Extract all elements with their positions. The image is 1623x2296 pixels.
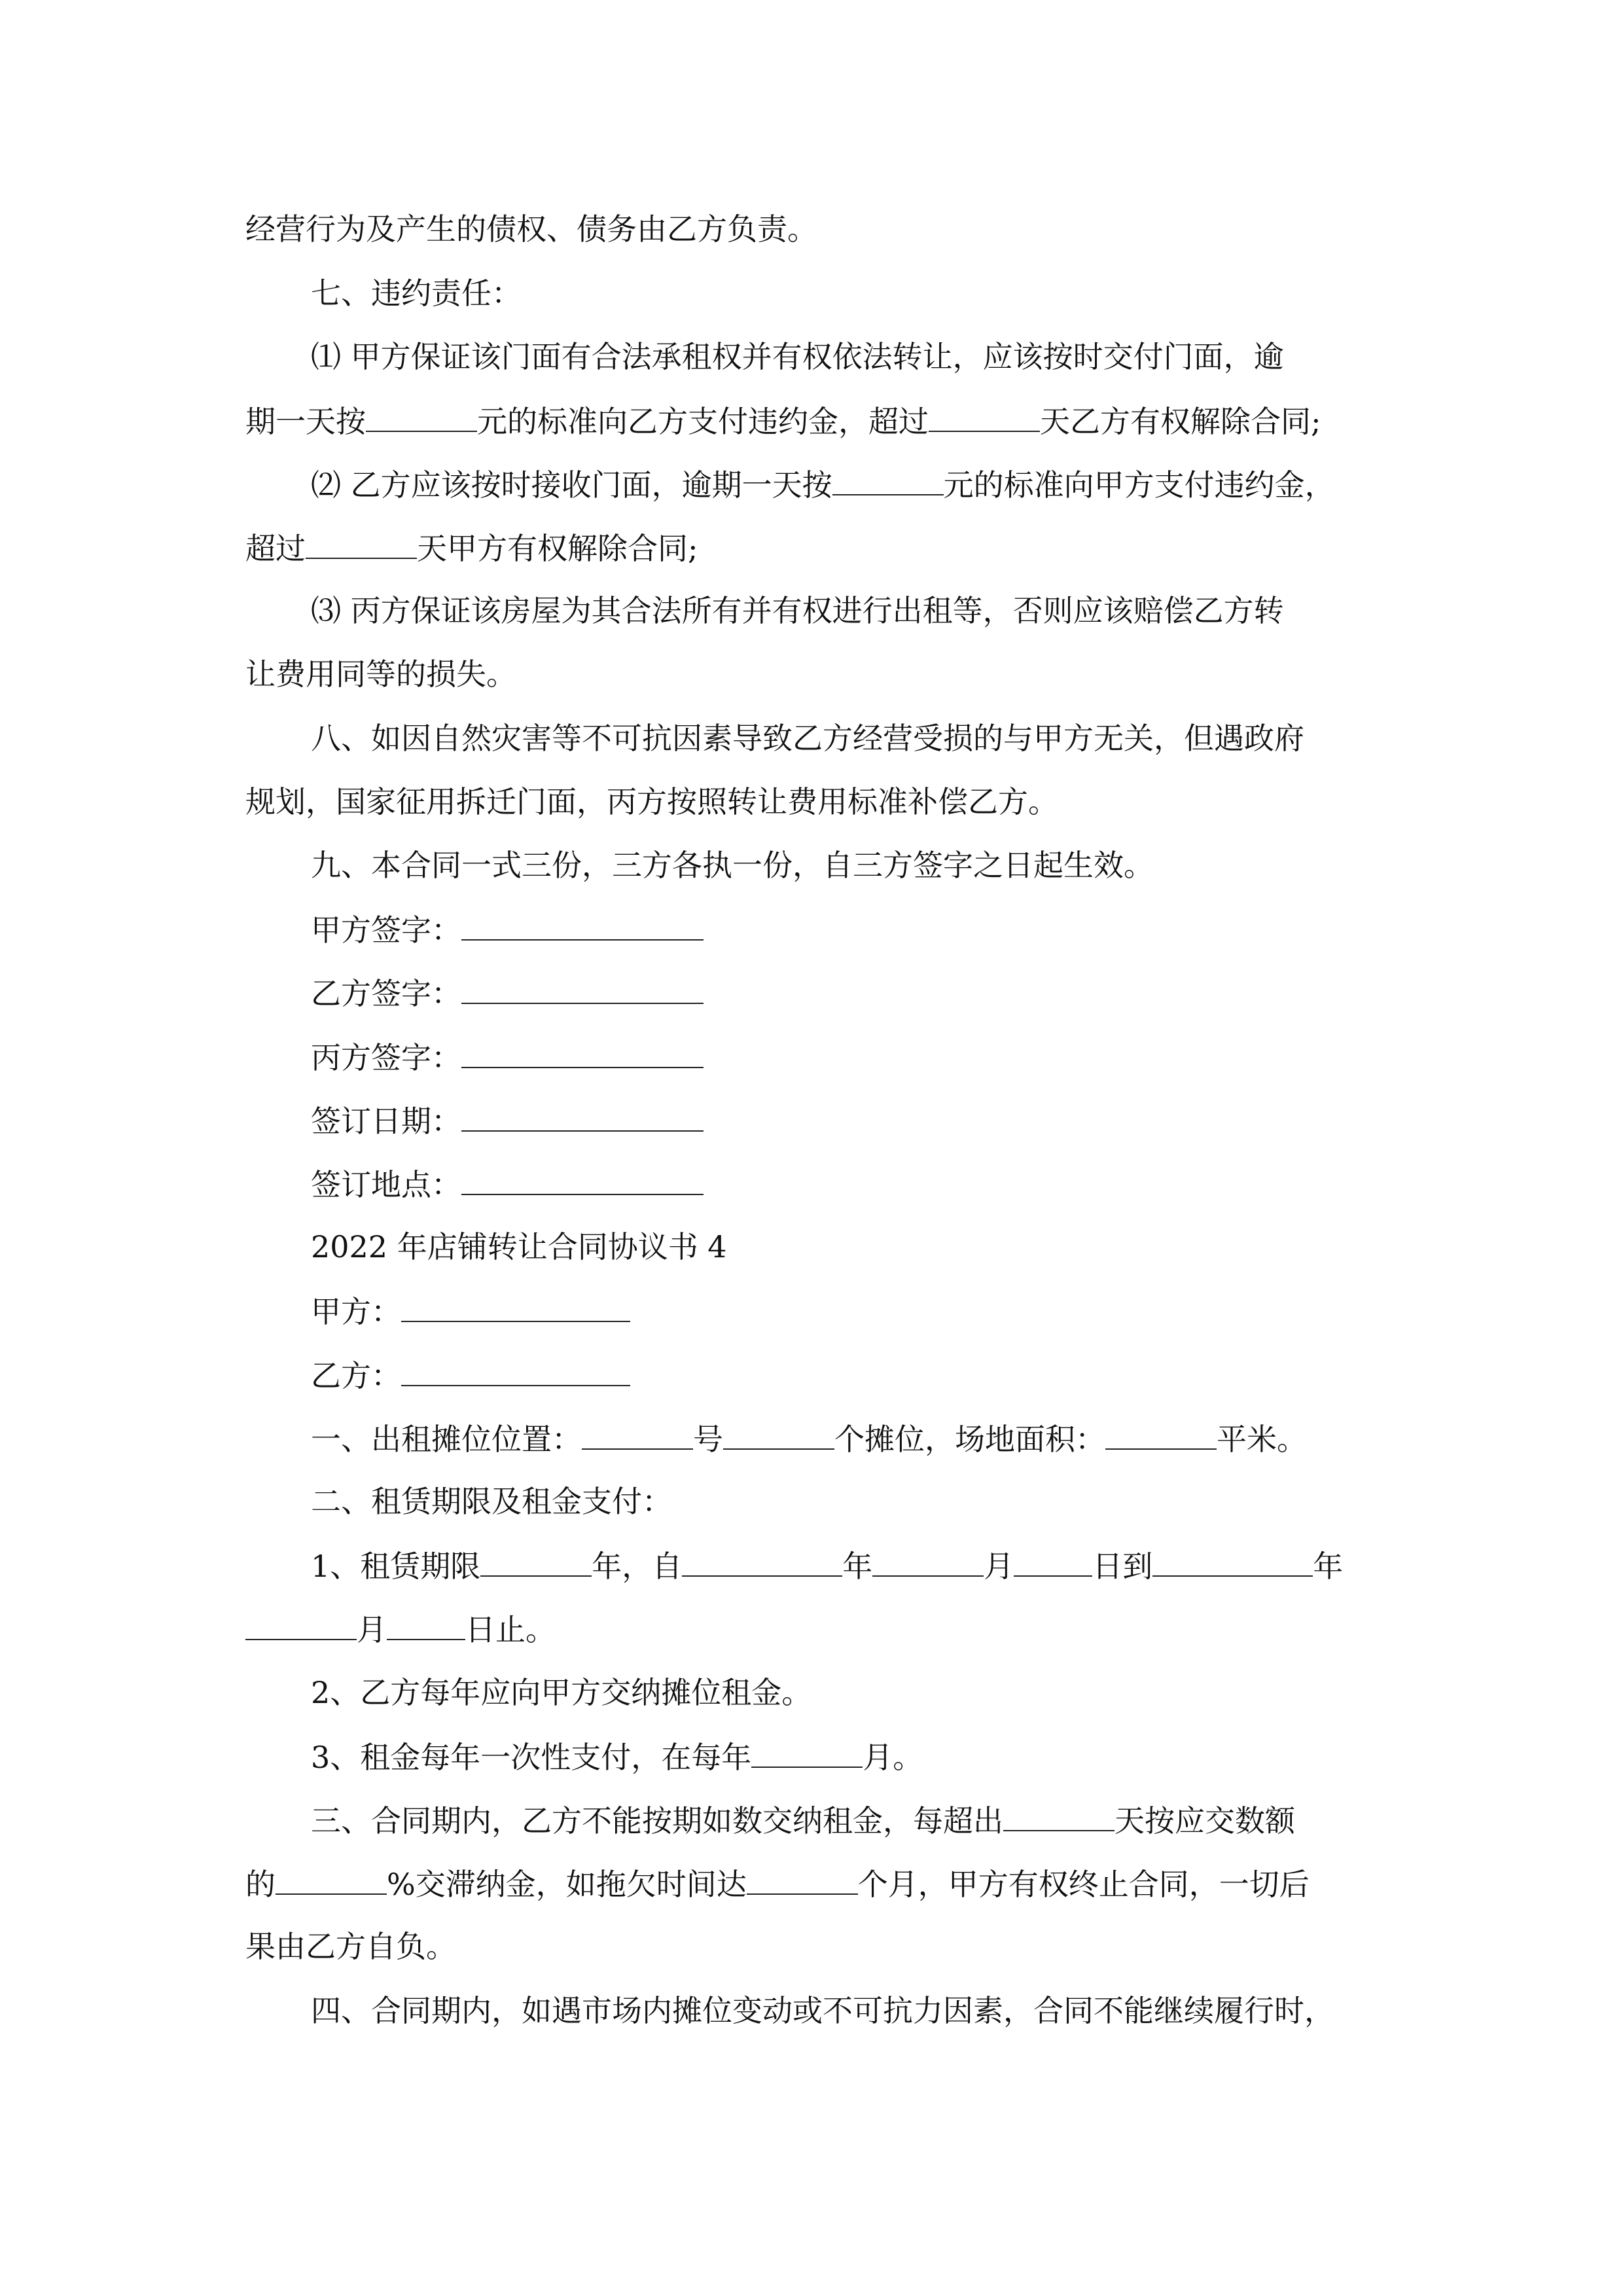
paragraph-line: 让费用同等的损失。 [245, 656, 516, 692]
paragraph-line: 经营行为及产生的债权、债务由乙方负责。 [245, 211, 817, 247]
signing-date: 签订日期： [311, 1100, 1623, 1141]
fill-blank[interactable] [582, 1418, 693, 1450]
clause-line: 3、租金每年一次性支付，在每年 月。 [311, 1736, 1623, 1777]
clause-line: 的 %交滞纳金，如拖欠时间达 个月，甲方有权终止合同，一切后 [245, 1863, 1623, 1904]
signature-party-c: 丙方签字： [311, 1037, 1623, 1077]
clause-line: 三、合同期内，乙方不能按期如数交纳租金，每超出 天按应交数额 [311, 1800, 1623, 1840]
contract-title: 2022 年店铺转让合同协议书 4 [311, 1229, 727, 1265]
location-field[interactable] [461, 1164, 704, 1195]
clause-line: 2、乙方每年应向甲方交纳摊位租金。 [311, 1675, 812, 1710]
fill-blank[interactable] [682, 1545, 842, 1577]
fill-blank[interactable] [747, 1863, 858, 1895]
clause-line: 月 日止。 [245, 1609, 1623, 1649]
clause-line: 一、出租摊位位置： 号 个摊位，场地面积： 平米。 [311, 1418, 1623, 1459]
date-field[interactable] [461, 1100, 704, 1132]
clause-line: 1、租赁期限 年，自 年 月 日到 年 [311, 1545, 1623, 1586]
fill-blank[interactable] [832, 464, 944, 495]
clause-line: 果由乙方自负。 [245, 1929, 456, 1964]
fill-blank[interactable] [306, 528, 417, 559]
signature-field[interactable] [461, 1037, 704, 1068]
fill-blank[interactable] [751, 1736, 863, 1768]
signature-field[interactable] [461, 909, 704, 941]
fill-blank[interactable] [387, 1609, 465, 1640]
fill-blank[interactable] [1105, 1418, 1217, 1450]
fill-blank[interactable] [245, 1609, 357, 1640]
signature-field[interactable] [461, 973, 704, 1004]
fill-blank[interactable] [480, 1545, 592, 1577]
party-b-line: 乙方： [311, 1355, 1623, 1395]
fill-blank[interactable] [723, 1418, 834, 1450]
paragraph-line: 超过 天甲方有权解除合同; [245, 528, 1623, 568]
fill-blank[interactable] [1003, 1800, 1115, 1831]
fill-blank[interactable] [929, 401, 1040, 432]
party-a-line: 甲方： [311, 1291, 1623, 1331]
signing-location: 签订地点： [311, 1164, 1623, 1204]
paragraph-line: ⑶ 丙方保证该房屋为其合法所有并有权进行出租等，否则应该赔偿乙方转 [311, 593, 1284, 628]
fill-blank[interactable] [1014, 1545, 1092, 1577]
paragraph-line: 期一天按 元的标准向乙方支付违约金，超过 天乙方有权解除合同; [245, 401, 1623, 441]
paragraph-line: 八、如因自然灾害等不可抗因素导致乙方经营受损的与甲方无关，但遇政府 [311, 721, 1304, 756]
fill-blank[interactable] [366, 401, 477, 432]
fill-blank[interactable] [872, 1545, 984, 1577]
paragraph-line: ⑵ 乙方应该按时接收门面，逾期一天按 元的标准向甲方支付违约金， [311, 464, 1623, 505]
paragraph-line: 规划，国家征用拆迁门面，丙方按照转让费用标准补偿乙方。 [245, 784, 1058, 819]
clause-line: 二、租赁期限及租金支付： [311, 1484, 672, 1519]
fill-blank[interactable] [1152, 1545, 1313, 1577]
signature-party-a: 甲方签字： [311, 909, 1623, 950]
section-heading: 七、违约责任： [311, 276, 522, 311]
fill-blank[interactable] [276, 1863, 387, 1895]
signature-party-b: 乙方签字： [311, 973, 1623, 1013]
paragraph-line: 九、本合同一式三份，三方各执一份，自三方签字之日起生效。 [311, 848, 1154, 883]
clause-line: 四、合同期内，如遇市场内摊位变动或不可抗力因素，合同不能继续履行时， [311, 1993, 1334, 2028]
party-b-field[interactable] [401, 1355, 630, 1386]
paragraph-line: ⑴ 甲方保证该门面有合法承租权并有权依法转让，应该按时交付门面，逾 [311, 339, 1284, 374]
party-a-field[interactable] [401, 1291, 630, 1322]
